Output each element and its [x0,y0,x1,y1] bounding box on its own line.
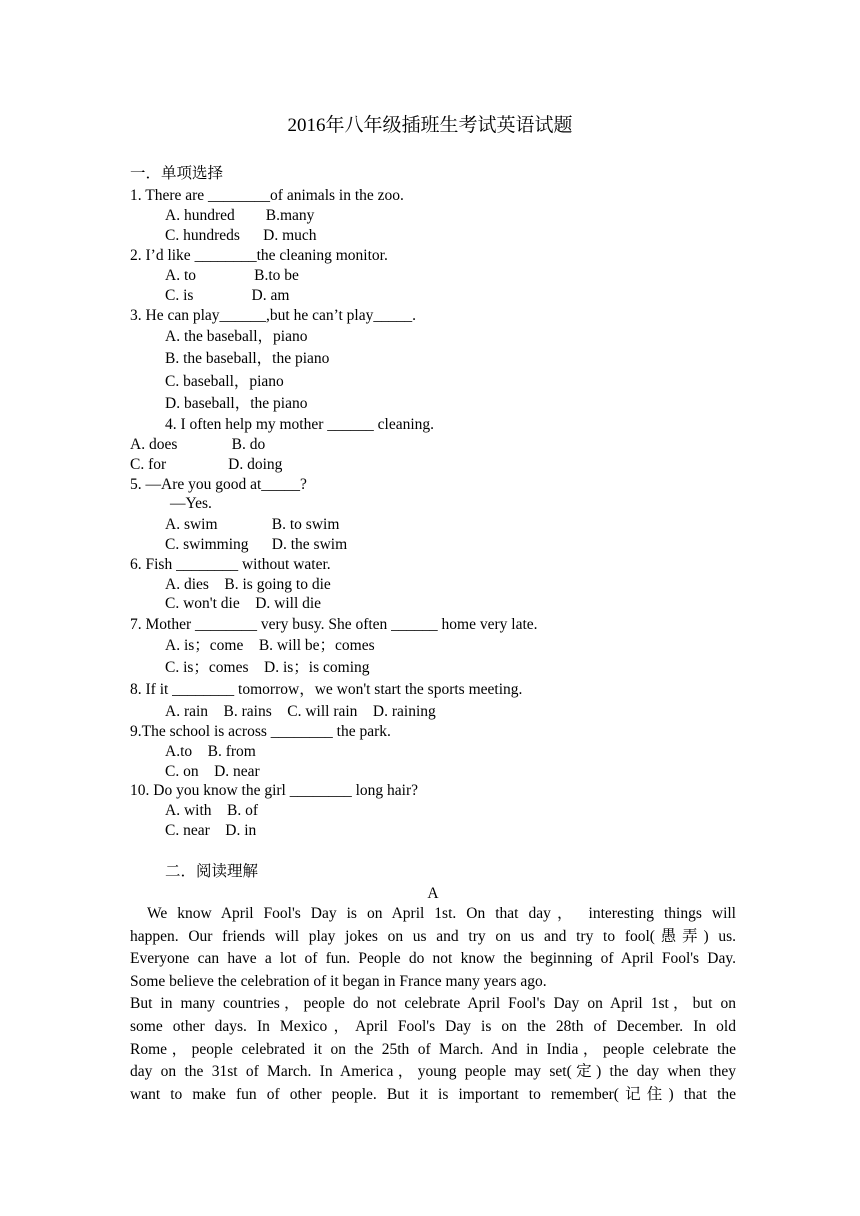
passage-line: But in many countries，people do not celebrate April Fool's Day on April 1st，but on [130,995,736,1013]
question-option: A. swim B. to swim [165,516,340,533]
question-option: A.to B. from [165,743,256,760]
question-reply: —Yes. [170,495,212,512]
page-title: 2016年八年级插班生考试英语试题 [287,115,573,136]
question-option: A. hundred B.many [165,207,315,224]
question-option: C. won't die D. will die [165,595,322,612]
question-stem: 10. Do you know the girl ________ long hair? [130,782,419,799]
question-option: C. is D. am [165,287,290,304]
question-option: A. is；come B. will be；comes [165,637,375,654]
question-option: C. swimming D. the swim [165,536,348,553]
passage-line: day on the 31st of March. In America，young people may set(定) the day when they [130,1063,736,1081]
question-stem: 8. If it ________ tomorrow，we won't start the sports meeting. [130,681,523,698]
question-stem: 3. He can play______,but he can’t play_____. [130,307,416,324]
question-stem: 4. I often help my mother ______ cleaning. [165,416,435,433]
passage-line: want to make fun of other people. But it is important to remember(记住) that the [130,1085,736,1103]
question-option: C. on D. near [165,763,260,780]
question-stem: 5. —Are you good at_____? [130,476,307,493]
question-option: A. does B. do [130,436,266,453]
question-option: A. the baseball，piano [165,328,308,345]
question-option: A. with B. of [165,802,258,819]
question-option: B. the baseball，the piano [165,350,330,367]
passage-line: Rome，people celebrated it on the 25th of March. And in India，people celebrate the [130,1040,736,1058]
question-option: A. rain B. rains C. will rain D. raining [165,703,436,720]
passage-label: A [427,885,439,902]
section-heading-2: 二．阅读理解 [165,863,259,880]
question-option: C. is；comes D. is；is coming [165,659,370,676]
question-option: A. dies B. is going to die [165,576,331,593]
passage-line: We know April Fool's Day is on April 1st. On that day， interesting things will [147,905,736,922]
question-stem: 6. Fish ________ without water. [130,556,331,573]
question-option: C. hundreds D. much [165,227,317,244]
passage-line: happen. Our friends will play jokes on us and try on us and try to fool(愚弄) us. [130,927,736,945]
question-option: C. near D. in [165,822,257,839]
question-option: C. baseball，piano [165,373,284,390]
reading-passage [130,903,736,1106]
question-option: A. to B.to be [165,267,299,284]
question-stem: 1. There are ________of animals in the zoo. [130,187,404,204]
question-option: D. baseball，the piano [165,395,308,412]
passage-line: Some believe the celebration of it began in France many years ago. [130,972,547,990]
question-stem: 2. I’d like ________the cleaning monitor. [130,247,388,264]
section-heading-1: 一．单项选择 [130,165,224,182]
question-stem: 9.The school is across ________ the park. [130,723,391,740]
question-stem: 7. Mother ________ very busy. She often ______ home very late. [130,616,538,633]
question-option: C. for D. doing [130,456,283,473]
passage-line: Everyone can have a lot of fun. People do not know the beginning of April Fool's Day. [130,950,736,968]
passage-line: some other days. In Mexico，April Fool's Day is on the 28th of December. In old [130,1017,736,1035]
